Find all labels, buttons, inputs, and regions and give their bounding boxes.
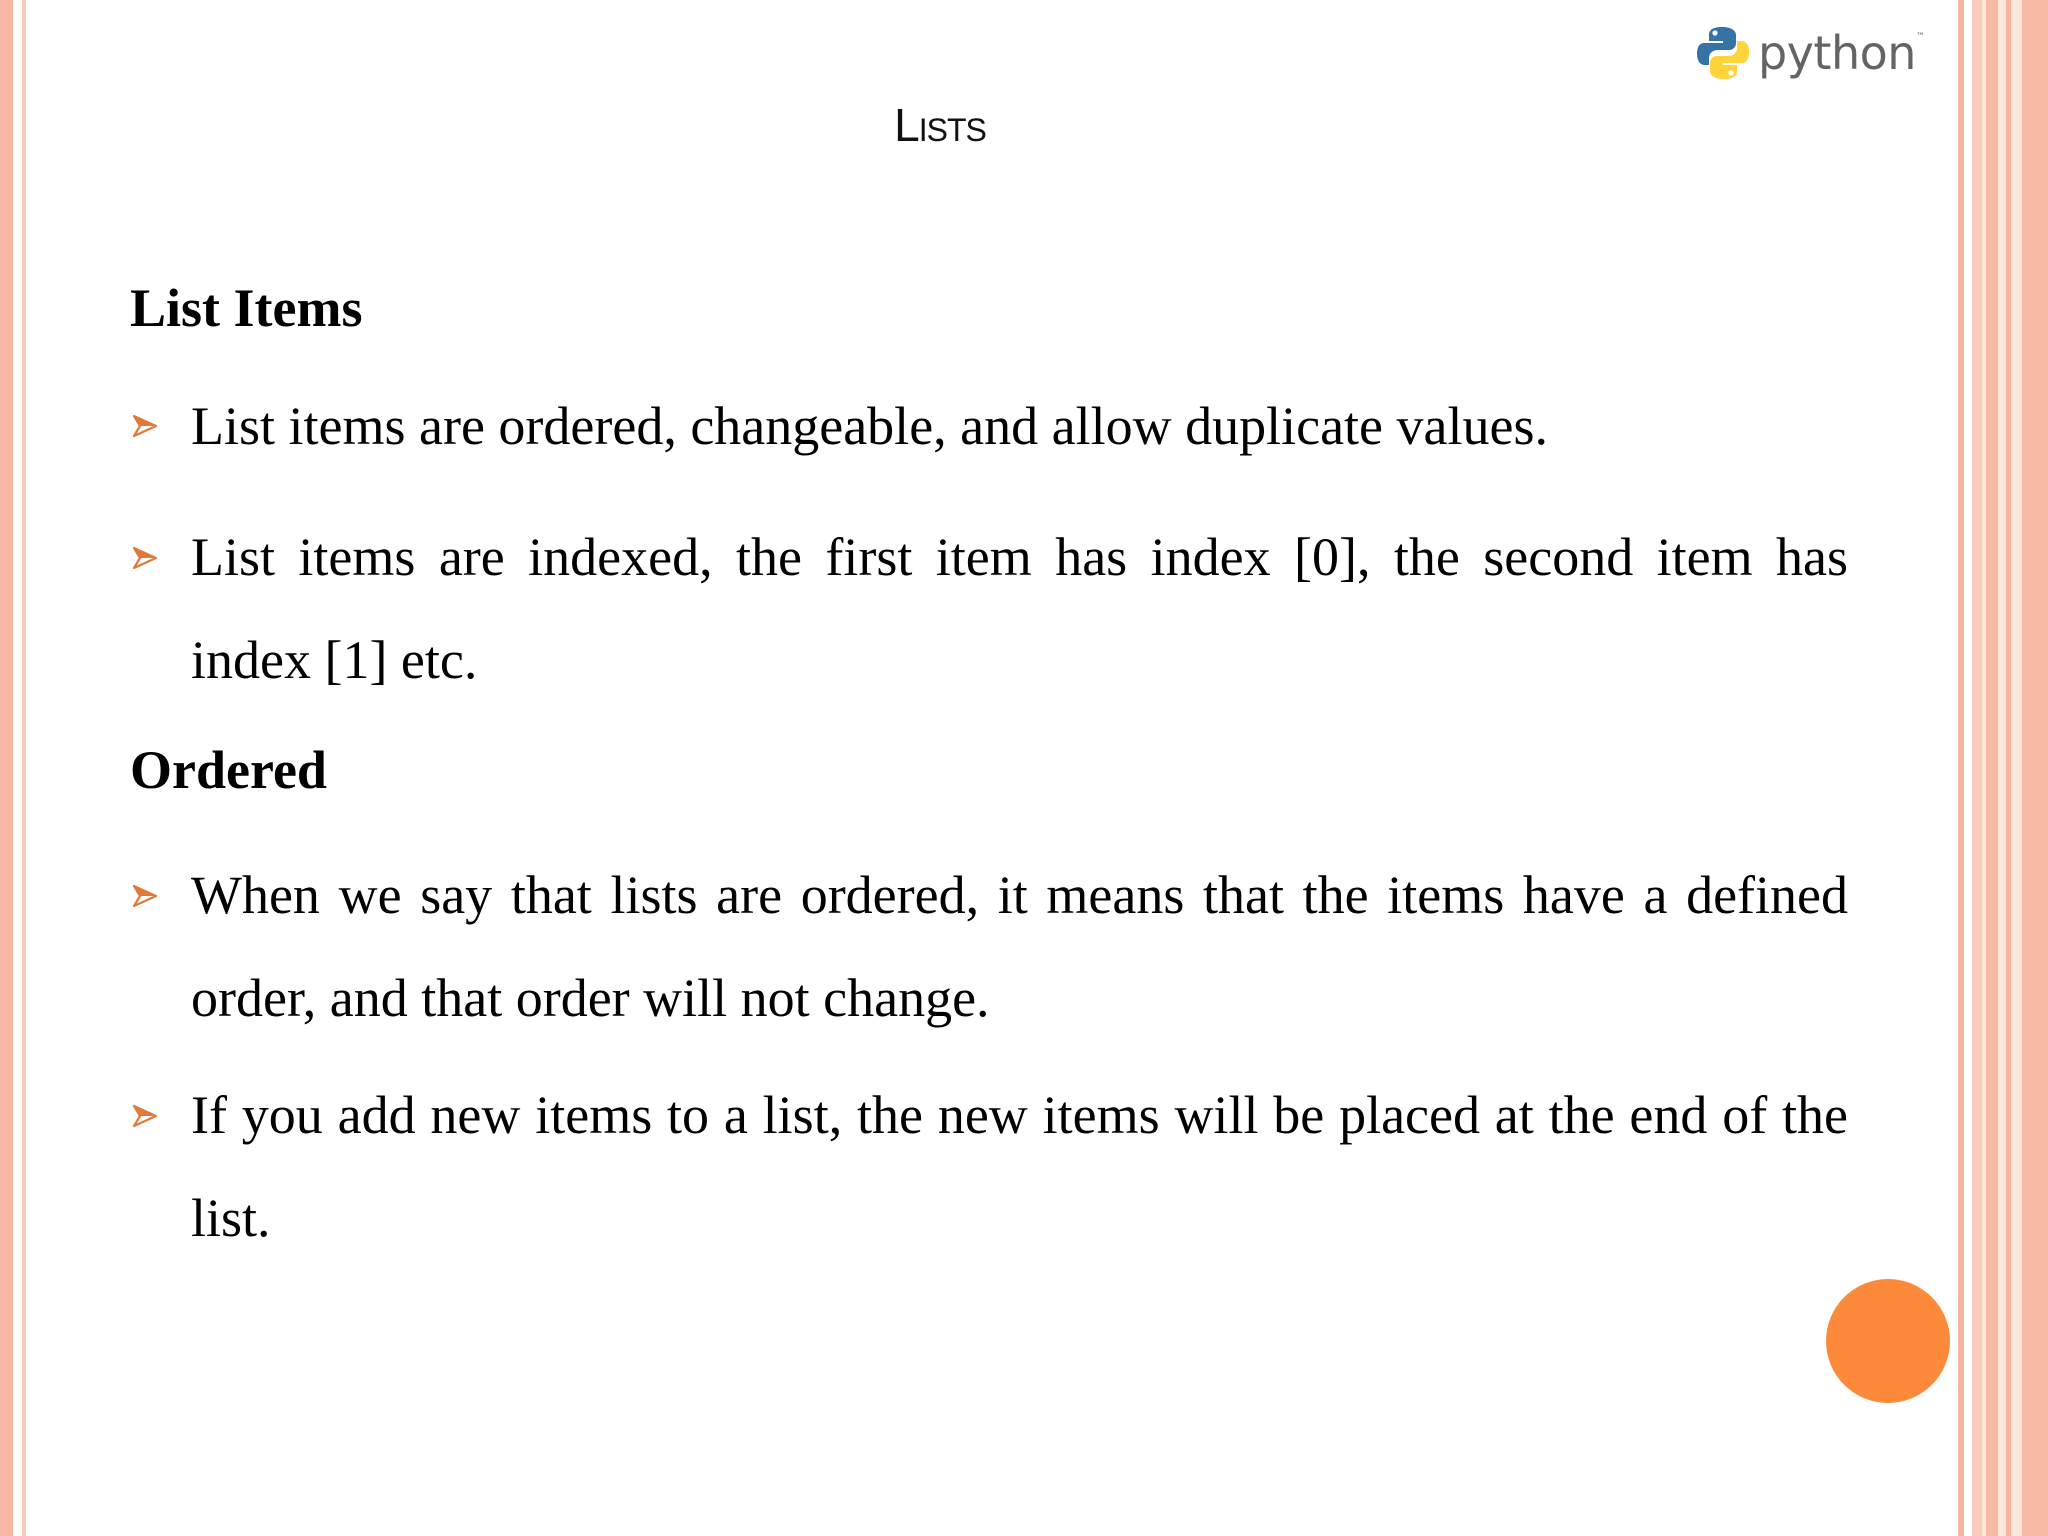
slide-content (130, 268, 1848, 1284)
bullet-item (130, 386, 1848, 466)
right-border-line (1986, 0, 1998, 1536)
arrowhead-bullet-icon (132, 506, 160, 609)
left-border-line (22, 0, 26, 1536)
bullet-text: If you add new items to a list, the new items will be placed at the end of the list. (191, 1085, 1848, 1248)
orange-circle (1826, 1279, 1950, 1403)
right-border-stripe (2022, 0, 2048, 1536)
bullet-text: List items are ordered, changeable, and allow duplicate values. (191, 396, 1548, 456)
python-logo-trademark: ™ (1915, 32, 1925, 42)
section-heading: Ordered (130, 740, 327, 800)
arrowhead-bullet-icon (132, 844, 160, 947)
left-border (0, 0, 13, 1536)
slide-title: Lists (894, 99, 986, 151)
bullet-item (130, 844, 1848, 1050)
python-logo-icon (1696, 25, 1750, 81)
bullet-text: When we say that lists are ordered, it means that the items have a defined order, and that order will not change. (191, 865, 1848, 1028)
arrowhead-bullet-icon (132, 386, 160, 466)
right-border-line (1972, 0, 1982, 1536)
python-logo-text: python (1758, 26, 1916, 80)
python-logo (1696, 18, 1926, 88)
right-border-line (1958, 0, 1964, 1536)
arrowhead-bullet-icon (132, 1064, 160, 1167)
bullet-item (130, 506, 1848, 712)
section-heading: List Items (130, 278, 363, 338)
right-border-line (2006, 0, 2011, 1536)
bullet-item (130, 1064, 1848, 1270)
bullet-text: List items are indexed, the first item has index [0], the second item has index [1] etc. (191, 527, 1848, 690)
